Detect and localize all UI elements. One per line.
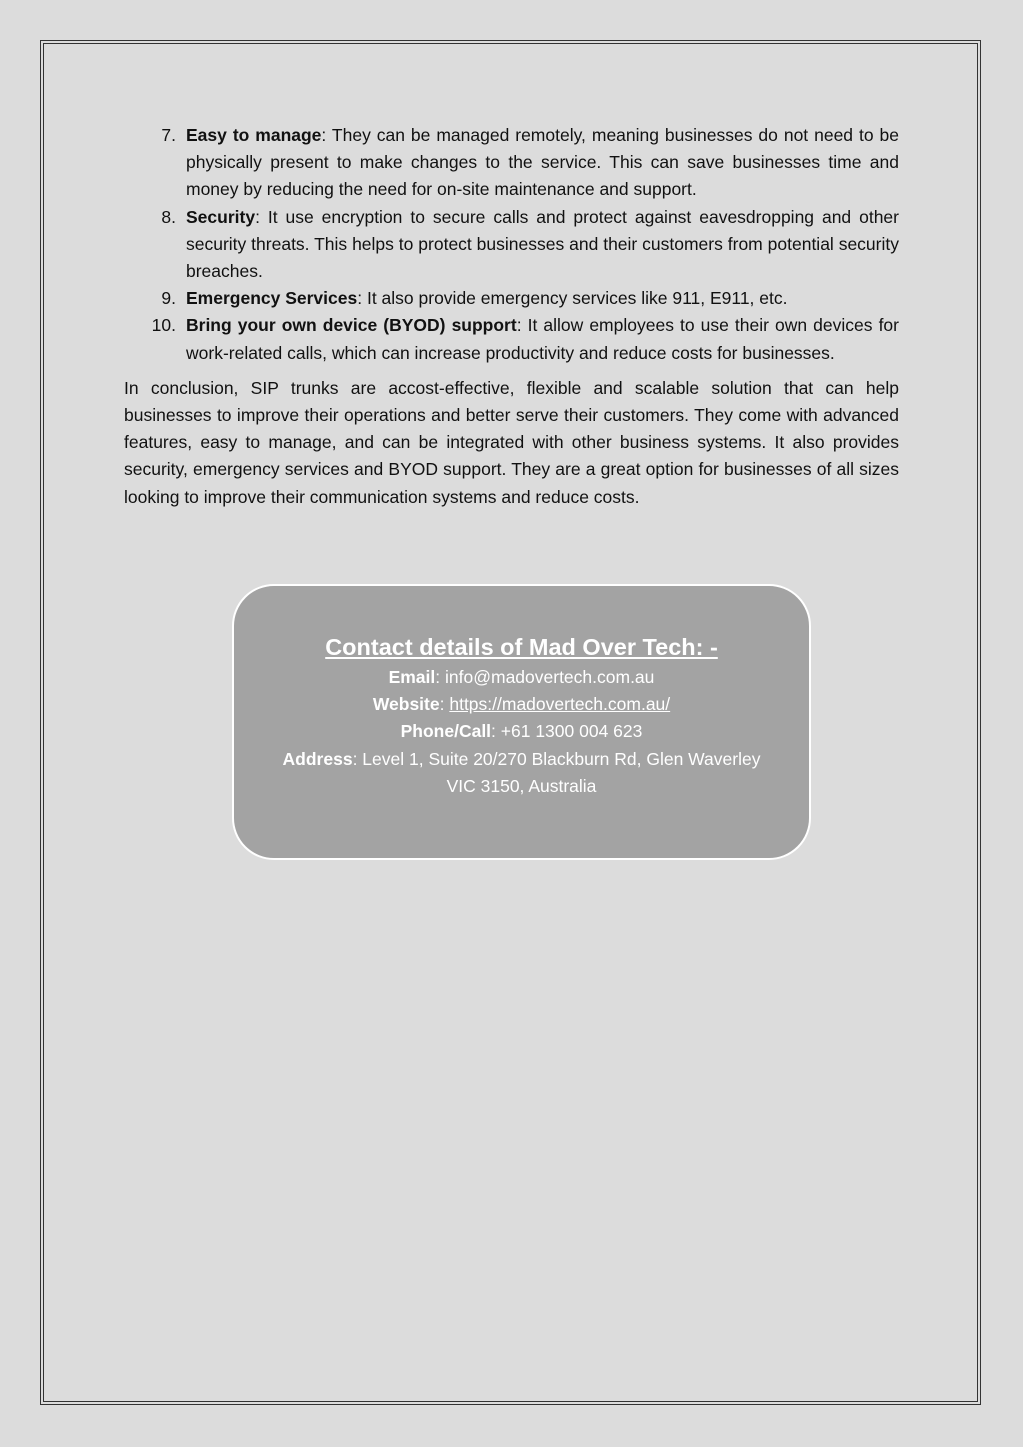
list-item [124, 285, 899, 312]
list-item [124, 312, 899, 366]
list-item [124, 122, 899, 204]
address-value-line2: VIC 3150, Australia [446, 775, 597, 796]
contact-title: Contact details of Mad Over Tech: - [325, 634, 718, 660]
email-label: Email [388, 667, 436, 687]
conclusion-paragraph: In conclusion, SIP trunks are accost-effective, flexible and scalable solution that can help businesses to improve their operations and better serve their customers. They come with advanced features, easy to manage, and can be integrated with other business systems. It also provides security, emergency services and BYOD support. They are a great option for businesses of all sizes looking to improve their communication systems and reduce costs. [124, 377, 899, 507]
feature-list [124, 122, 899, 367]
contact-lines [234, 664, 809, 800]
contact-website-line [234, 691, 809, 718]
list-item [124, 204, 899, 286]
list-item-term: Security [186, 206, 256, 227]
document-body [124, 122, 899, 528]
contact-email-line [234, 664, 809, 691]
list-item-term: Easy to manage [186, 125, 322, 145]
list-item-number: 9. [161, 288, 176, 309]
phone-label: Phone/Call [400, 721, 492, 742]
list-item-text: : They can be managed remotely, meaning businesses do not need to be physically present to make changes to the service. This can save businesses time and money by reducing the need for on-site maintenance and support. [186, 125, 899, 200]
list-item-text: : It also provide emergency services like 911, E911, etc. [357, 288, 788, 309]
list-item-number: 8. [161, 206, 176, 227]
email-value[interactable]: : info@madovertech.com.au [435, 667, 655, 687]
contact-phone-line [234, 718, 809, 745]
website-label: Website [372, 694, 440, 715]
list-item-text: : It use encryption to secure calls and protect against eavesdropping and other security threats. This helps to protect businesses and their customers from potential security breaches. [186, 206, 899, 282]
list-item-number: 10. [151, 315, 176, 336]
contact-address-line [234, 746, 809, 773]
contact-address-line2 [234, 773, 809, 800]
website-separator: : [439, 694, 450, 715]
list-item-text: : It allow employees to use their own devices for work-related calls, which can increase productivity and reduce costs for businesses. [186, 315, 899, 363]
list-item-term: Bring your own device (BYOD) support [186, 315, 517, 336]
list-item-term: Emergency Services [186, 288, 358, 309]
address-value-line1: : Level 1, Suite 20/270 Blackburn Rd, Glen Waverley [352, 748, 761, 769]
address-label: Address [282, 748, 353, 769]
phone-value: : +61 1300 004 623 [491, 721, 643, 742]
website-link[interactable]: https://madovertech.com.au/ [449, 694, 671, 715]
contact-box [232, 584, 811, 860]
list-item-number: 7. [161, 125, 176, 145]
